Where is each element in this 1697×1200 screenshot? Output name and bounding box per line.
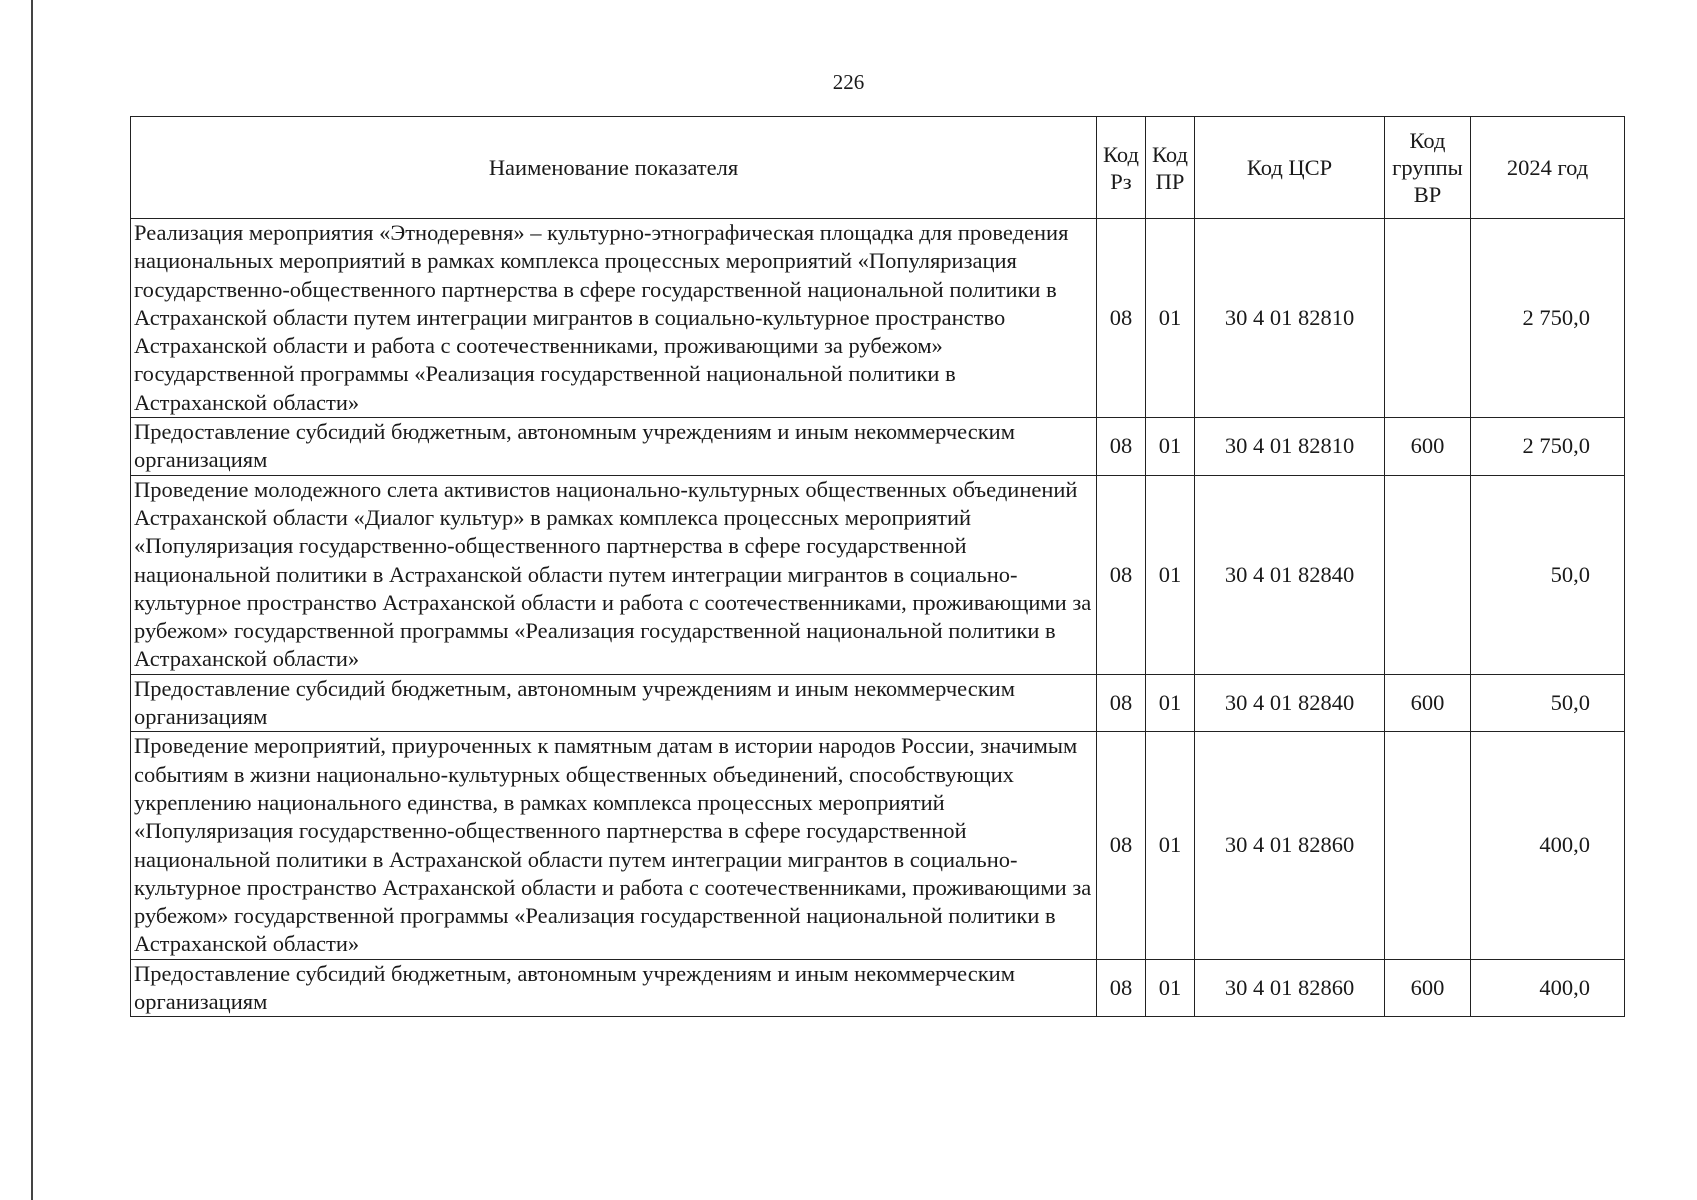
table-row [131,959,1625,1017]
row-name: Реализация мероприятия «Этнодеревня» – культурно-этнографическая площадка для проведения национальных мероприятий в рамках комплекса процессных мероприятий «Популяризация государственно-общественного партнерства в сфере государственной национальной политики в Астраханской области путем интеграции мигрантов в социально-культурное пространство Астраханской области и работа с соотечественниками, проживающими за рубежом» государственной программы «Реализация государственной национальной политики в Астраханской области» [131,219,1097,418]
row-pr: 01 [1146,959,1195,1017]
row-amount: 50,0 [1471,674,1625,732]
row-amount: 400,0 [1471,959,1625,1017]
row-pr: 01 [1146,219,1195,418]
row-amount: 50,0 [1471,475,1625,674]
row-pr: 01 [1146,475,1195,674]
row-amount: 2 750,0 [1471,219,1625,418]
row-vr: 600 [1385,418,1471,476]
table-row [131,219,1625,418]
row-pr: 01 [1146,674,1195,732]
row-name: Проведение молодежного слета активистов национально-культурных общественных объединений Астраханской области «Диалог культур» в рамках комплекса процессных мероприятий «Популяризация государственно-общественного партнерства в сфере государственной национальной политики в Астраханской области путем интеграции мигрантов в социально-культурное пространство Астраханской области и работа с соотечественниками, проживающими за рубежом» государственной программы «Реализация государственной национальной политики в Астраханской области» [131,475,1097,674]
header-year: 2024 год [1471,117,1625,219]
row-csr: 30 4 01 82860 [1195,732,1385,959]
row-amount: 400,0 [1471,732,1625,959]
row-rz: 08 [1097,219,1146,418]
row-name: Предоставление субсидий бюджетным, автономным учреждениям и иным некоммерческим организациям [131,959,1097,1017]
header-name: Наименование показателя [131,117,1097,219]
row-rz: 08 [1097,418,1146,476]
header-rz: Код Рз [1097,117,1146,219]
row-rz: 08 [1097,475,1146,674]
binding-line [31,0,33,1200]
row-pr: 01 [1146,732,1195,959]
row-name: Проведение мероприятий, приуроченных к памятным датам в истории народов России, значимым событиям в жизни национально-культурных общественных объединений, способствующих укреплению национального единства, в рамках комплекса процессных мероприятий «Популяризация государственно-общественного партнерства в сфере государственной национальной политики в Астраханской области путем интеграции мигрантов в социально-культурное пространство Астраханской области и работа с соотечественниками, проживающими за рубежом» государственной программы «Реализация государственной национальной политики в Астраханской области» [131,732,1097,959]
row-vr: 600 [1385,959,1471,1017]
header-vr: Код группы ВР [1385,117,1471,219]
table-row [131,418,1625,476]
row-pr: 01 [1146,418,1195,476]
budget-table [130,116,1625,1017]
row-vr: 600 [1385,674,1471,732]
header-pr: Код ПР [1146,117,1195,219]
row-rz: 08 [1097,959,1146,1017]
table-row [131,475,1625,674]
row-csr: 30 4 01 82810 [1195,418,1385,476]
row-csr: 30 4 01 82860 [1195,959,1385,1017]
row-csr: 30 4 01 82840 [1195,674,1385,732]
table-row [131,674,1625,732]
table-header-row [131,117,1625,219]
row-rz: 08 [1097,732,1146,959]
page-number: 226 [832,70,865,94]
row-vr [1385,475,1471,674]
table-row [131,732,1625,959]
row-csr: 30 4 01 82840 [1195,475,1385,674]
header-csr: Код ЦСР [1195,117,1385,219]
row-rz: 08 [1097,674,1146,732]
row-name: Предоставление субсидий бюджетным, автономным учреждениям и иным некоммерческим организациям [131,418,1097,476]
row-vr [1385,219,1471,418]
row-amount: 2 750,0 [1471,418,1625,476]
row-name: Предоставление субсидий бюджетным, автономным учреждениям и иным некоммерческим организациям [131,674,1097,732]
row-csr: 30 4 01 82810 [1195,219,1385,418]
row-vr [1385,732,1471,959]
